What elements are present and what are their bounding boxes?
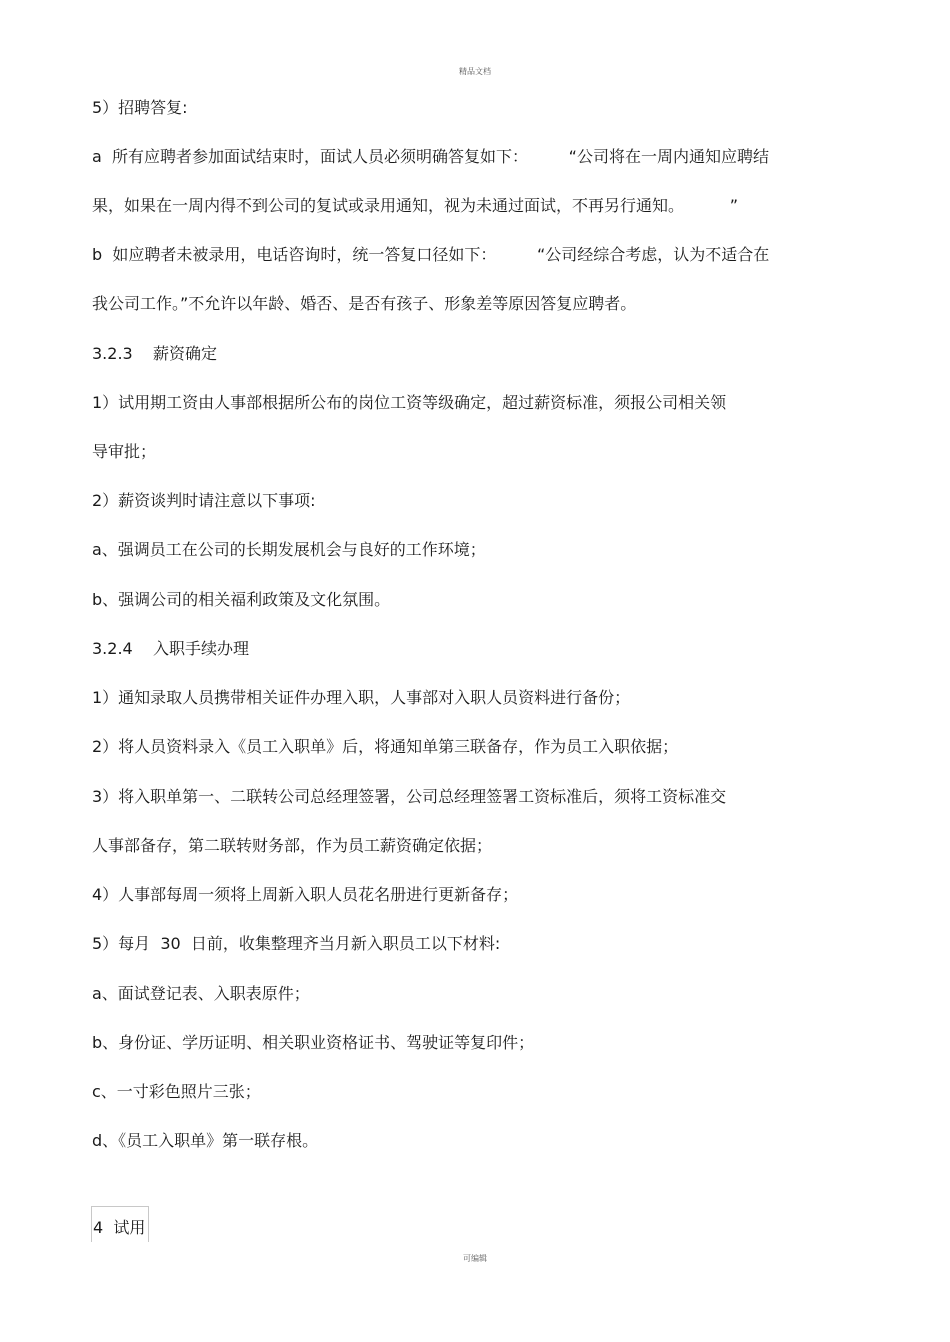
paragraph-line: 果，如果在一周内得不到公司的复试或录用通知，视为未通过面试，不再另行通知。 ” [92, 196, 739, 215]
paragraph-line: 3）将入职单第一、二联转公司总经理签署，公司总经理签署工资标准后，须将工资标准交 [92, 787, 727, 806]
paragraph-line: 导审批； [92, 442, 157, 461]
section-heading: 4 试用 [93, 1218, 146, 1237]
paragraph-line: 1）试用期工资由人事部根据所公布的岗位工资等级确定，超过薪资标准，须报公司相关领 [92, 393, 727, 412]
section-heading: 3.2.3 薪资确定 [92, 344, 218, 363]
paragraph-line: 我公司工作。”不允许以年龄、婚否、是否有孩子、形象差等原因答复应聘者。 [92, 294, 637, 313]
paragraph-line: d、《员工入职单》第一联存根。 [92, 1131, 319, 1150]
paragraph-line: 2）薪资谈判时请注意以下事项: [92, 491, 316, 510]
footer-watermark: 可编辑 [463, 1254, 487, 1263]
paragraph-line: 5）招聘答复: [92, 98, 188, 117]
paragraph-line: 人事部备存，第二联转财务部，作为员工薪资确定依据； [92, 836, 493, 855]
paragraph-line: a、强调员工在公司的长期发展机会与良好的工作环境； [92, 540, 486, 559]
section-heading: 3.2.4 入职手续办理 [92, 639, 250, 658]
paragraph-line: b、强调公司的相关福利政策及文化氛围。 [92, 590, 391, 609]
paragraph-line: a、面试登记表、入职表原件； [92, 984, 310, 1003]
section-heading-box [91, 1206, 149, 1242]
paragraph-line: 4）人事部每周一须将上周新入职人员花名册进行更新备存； [92, 885, 519, 904]
header-watermark: 精品文档 [459, 67, 491, 76]
paragraph-line: b、身份证、学历证明、相关职业资格证书、驾驶证等复印件； [92, 1033, 535, 1052]
paragraph-line: c、一寸彩色照片三张； [92, 1082, 261, 1101]
paragraph-line: 1）通知录取人员携带相关证件办理入职，人事部对入职人员资料进行备份； [92, 688, 631, 707]
paragraph-line: b 如应聘者未被录用，电话咨询时，统一答复口径如下： “公司经综合考虑，认为不适合在 [92, 245, 770, 264]
paragraph-line: 2）将人员资料录入《员工入职单》后，将通知单第三联备存，作为员工入职依据； [92, 737, 679, 756]
paragraph-line: a 所有应聘者参加面试结束时，面试人员必须明确答复如下： “公司将在一周内通知应聘结 [92, 147, 769, 166]
paragraph-line: 5）每月 30 日前，收集整理齐当月新入职员工以下材料: [92, 934, 501, 953]
